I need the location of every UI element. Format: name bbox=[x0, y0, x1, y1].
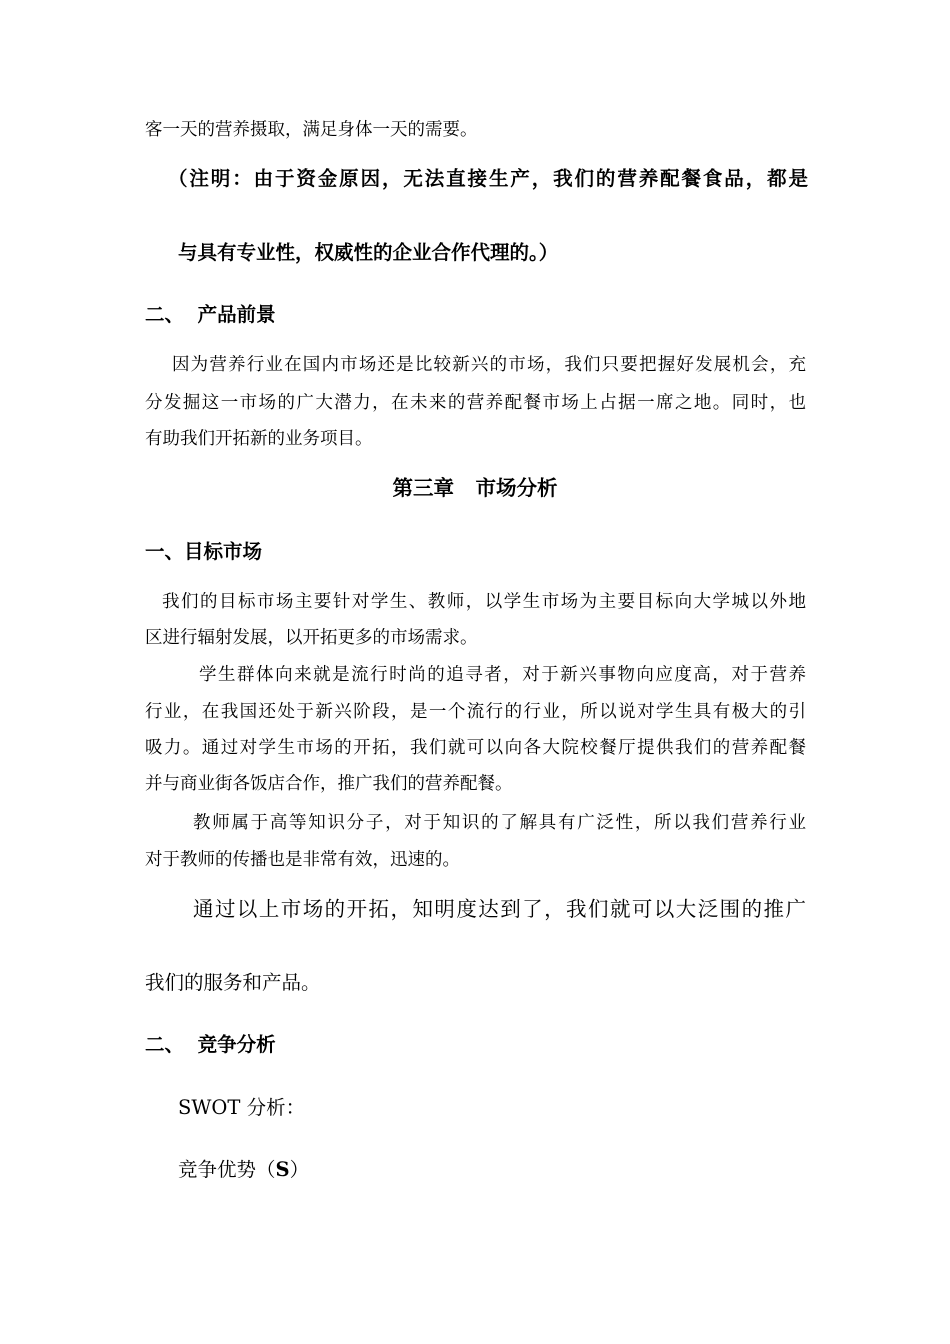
paragraph-line: 我们的目标市场主要针对学生、教师，以学生市场为主要目标向大学城以外地 bbox=[162, 592, 806, 612]
chapter-title: 第三章 市场分析 bbox=[392, 476, 558, 500]
paragraph-line: 区进行辐射发展，以开拓更多的市场需求。 bbox=[145, 628, 478, 648]
strength-close: ） bbox=[289, 1158, 310, 1181]
paragraph-line: 客一天的营养摄取，满足身体一天的需要。 bbox=[145, 120, 478, 140]
paragraph-line: 我们的服务和产品。 bbox=[145, 971, 321, 994]
note-line: （注明：由于资金原因，无法直接生产，我们的营养配餐食品，都是 bbox=[168, 167, 808, 190]
paragraph-line: 通过以上市场的开拓，知明度达到了，我们就可以大泛围的推广 bbox=[193, 897, 806, 921]
section-heading: 二、 产品前景 bbox=[145, 303, 276, 326]
paragraph-line: 并与商业街各饭店合作，推广我们的营养配餐。 bbox=[145, 774, 513, 794]
paragraph-line: 对于教师的传播也是非常有效，迅速的。 bbox=[145, 850, 460, 870]
paragraph-line: 教师属于高等知识分子，对于知识的了解具有广泛性，所以我们营养行业 bbox=[193, 813, 806, 833]
swot-label: SWOT 分析： bbox=[178, 1096, 306, 1119]
paragraph-line: 行业，在我国还处于新兴阶段，是一个流行的行业，所以说对学生具有极大的引 bbox=[145, 702, 806, 722]
strength-label bbox=[178, 1157, 309, 1183]
paragraph-line: 分发掘这一市场的广大潜力，在未来的营养配餐市场上占据一席之地。同时，也 bbox=[145, 393, 806, 413]
section-heading: 一、目标市场 bbox=[145, 540, 263, 563]
note-line: 与具有专业性，权威性的企业合作代理的。） bbox=[178, 241, 559, 264]
paragraph-line: 有助我们开拓新的业务项目。 bbox=[145, 429, 373, 449]
paragraph-line: 因为营养行业在国内市场还是比较新兴的市场，我们只要把握好发展机会，充 bbox=[172, 355, 806, 375]
paragraph-line: 吸力。通过对学生市场的开拓，我们就可以向各大院校餐厅提供我们的营养配餐 bbox=[145, 738, 806, 758]
paragraph-line: 学生群体向来就是流行时尚的追寻者，对于新兴事物向应度高，对于营养 bbox=[199, 665, 806, 685]
section-heading: 二、 竞争分析 bbox=[145, 1033, 276, 1056]
strength-letter: S bbox=[275, 1158, 290, 1181]
strength-text: 竞争优势（ bbox=[178, 1158, 276, 1181]
